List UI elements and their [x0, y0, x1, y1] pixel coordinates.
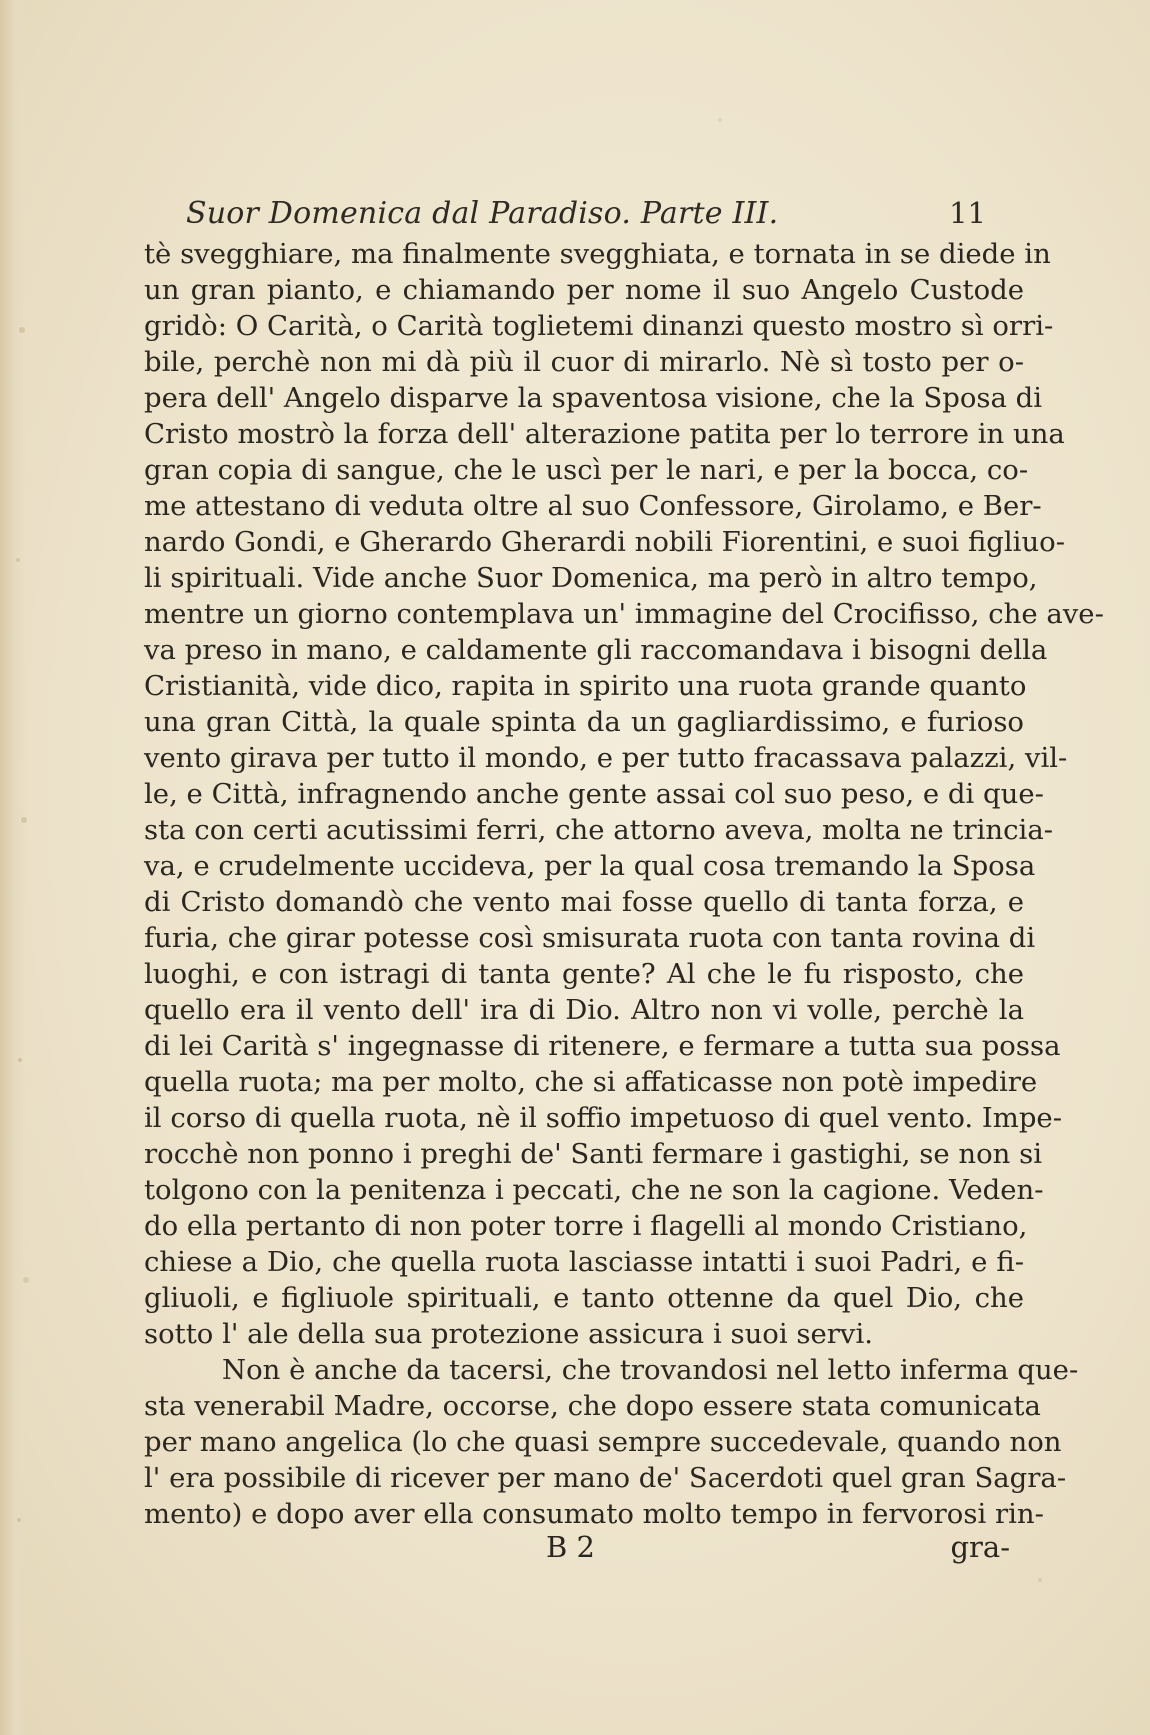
- text-line: quella ruota; ma per molto, che si affaticasse non potè impedire: [144, 1066, 1038, 1098]
- running-header: [186, 196, 986, 236]
- text-line: per mano angelica (lo che quasi sempre succedevale, quando non: [144, 1426, 1062, 1458]
- text-line: rocchè non ponno i preghi de' Santi fermare i gastighi, se non si: [144, 1138, 1043, 1170]
- text-line: furia, che girar potesse così smisurata ruota con tanta rovina di: [144, 922, 1036, 954]
- text-line: va, e crudelmente uccideva, per la qual cosa tremando la Sposa: [144, 850, 1036, 882]
- text-line: chiese a Dio, che quella ruota lasciasse intatti i suoi Padri, e fi-: [144, 1246, 1024, 1278]
- text-line: di Cristo domandò che vento mai fosse quello di tanta forza, e: [144, 886, 1024, 918]
- text-line: gliuoli, e figliuole spirituali, e tanto ottenne da quel Dio, che: [144, 1282, 1024, 1314]
- paragraph-end-line: sotto l' ale della sua protezione assicura i suoi servi.: [144, 1318, 874, 1350]
- text-line: mento) e dopo aver ella consumato molto tempo in fervorosi rin-: [144, 1498, 1044, 1530]
- text-line: vento girava per tutto il mondo, e per tutto fracassava palazzi, vil-: [144, 742, 1068, 774]
- text-line: l' era possibile di ricever per mano de' Sacerdoti quel gran Sagra-: [144, 1462, 1067, 1494]
- text-line: Cristianità, vide dico, rapita in spirito una ruota grande quanto: [144, 670, 1027, 702]
- text-line: me attestano di veduta oltre al suo Confessore, Girolamo, e Ber-: [144, 490, 1042, 522]
- page-number: 11: [949, 196, 986, 230]
- text-line: do ella pertanto di non poter torre i flagelli al mondo Cristiano,: [144, 1210, 1028, 1242]
- text-line: le, e Città, infragnendo anche gente assai col suo peso, e di que-: [144, 778, 1044, 810]
- text-line: gran copia di sangue, che le uscì per le nari, e per la bocca, co-: [144, 454, 1029, 486]
- text-line: pera dell' Angelo disparve la spaventosa visione, che la Sposa di: [144, 382, 1043, 414]
- text-line: il corso di quella ruota, nè il soffio impetuoso di quel vento. Impe-: [144, 1102, 1062, 1134]
- text-line: gridò: O Carità, o Carità toglietemi dinanzi questo mostro sì orri-: [144, 310, 1054, 342]
- page-footer: [540, 1530, 1010, 1570]
- text-line: mentre un giorno contemplava un' immagine del Crocifisso, che ave-: [144, 598, 1104, 630]
- body-text: [144, 236, 1104, 1532]
- text-line: tolgono con la penitenza i peccati, che ne son la cagione. Veden-: [144, 1174, 1044, 1206]
- text-line: Cristo mostrò la forza dell' alterazione patita per lo terrore in una: [144, 418, 1065, 450]
- text-line: bile, perchè non mi dà più il cuor di mirarlo. Nè sì tosto per o-: [144, 346, 1024, 378]
- text-line: di lei Carità s' ingegnasse di ritenere, e fermare a tutta sua possa: [144, 1030, 1061, 1062]
- text-line: una gran Città, la quale spinta da un gagliardissimo, e furioso: [144, 706, 1024, 738]
- text-line: va preso in mano, e caldamente gli raccomandava i bisogni della: [144, 634, 1048, 666]
- catchword: gra-: [950, 1530, 1010, 1564]
- text-line: un gran pianto, e chiamando per nome il suo Angelo Custode: [144, 274, 1024, 306]
- signature-mark: B 2: [546, 1530, 595, 1564]
- text-line: sta venerabil Madre, occorse, che dopo essere stata comunicata: [144, 1390, 1041, 1422]
- text-line: sta con certi acutissimi ferri, che attorno aveva, molta ne trincia-: [144, 814, 1054, 846]
- text-line: tè svegghiare, ma finalmente svegghiata, e tornata in se diede in: [144, 238, 1051, 270]
- text-line: li spirituali. Vide anche Suor Domenica, ma però in altro tempo,: [144, 562, 1038, 594]
- text-line: quello era il vento dell' ira di Dio. Altro non vi volle, perchè la: [144, 994, 1024, 1026]
- paragraph-start-line: Non è anche da tacersi, che trovandosi nel letto inferma que-: [222, 1354, 1079, 1386]
- text-line: nardo Gondi, e Gherardo Gherardi nobili Fiorentini, e suoi figliuo-: [144, 526, 1066, 558]
- text-line: luoghi, e con istragi di tanta gente? Al che le fu risposto, che: [144, 958, 1024, 990]
- running-title: Suor Domenica dal Paradiso. Parte III.: [186, 196, 779, 231]
